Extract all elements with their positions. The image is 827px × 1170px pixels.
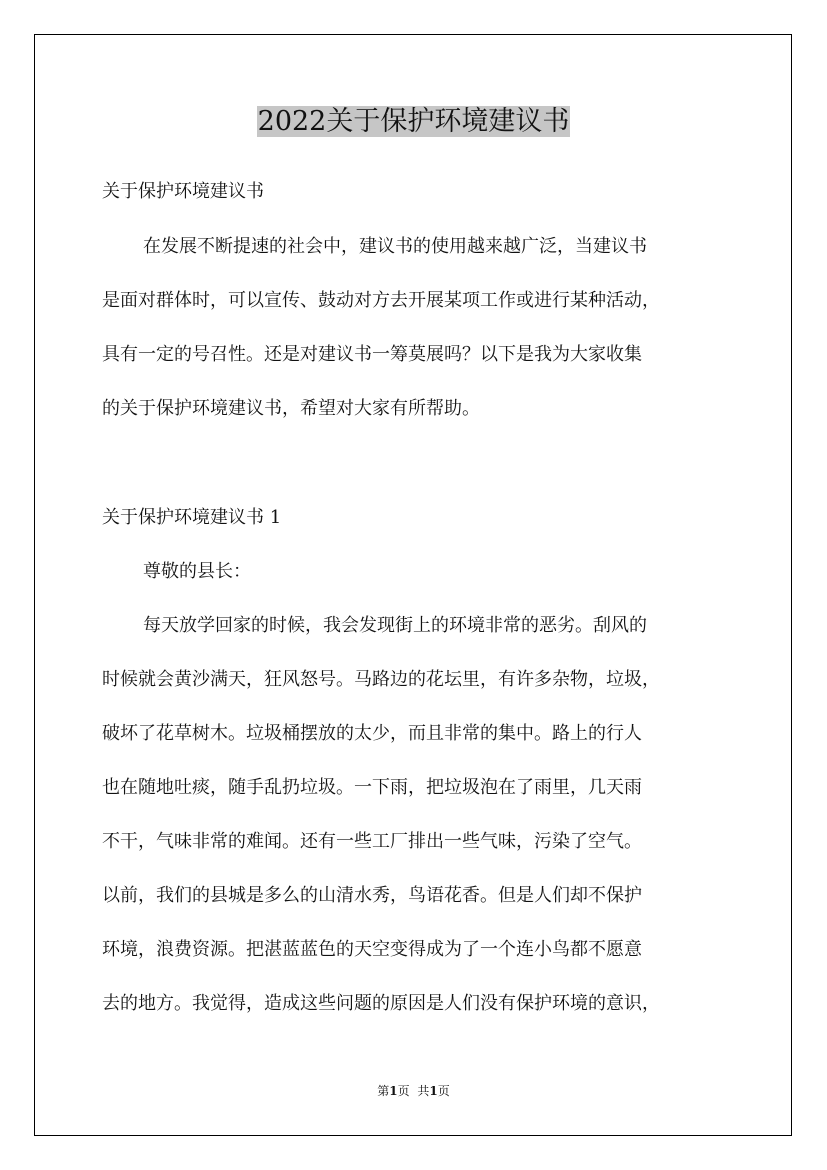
paragraph-line: 时候就会黄沙满天，狂风怒号。马路边的花坛里，有许多杂物，垃圾，	[102, 669, 660, 690]
paragraph-line: 是面对群体时，可以宣传、鼓动对方去开展某项工作或进行某种活动，	[102, 290, 660, 311]
document-title-text: 2022关于保护环境建议书	[257, 106, 570, 137]
footer-total-pages: 1	[429, 1084, 438, 1098]
paragraph-line: 在发展不断提速的社会中，建议书的使用越来越广泛，当建议书	[143, 236, 647, 257]
paragraph-line: 环境，浪费资源。把湛蓝蓝色的天空变得成为了一个连小鸟都不愿意	[102, 939, 642, 960]
paragraph-line: 每天放学回家的时候，我会发现街上的环境非常的恶劣。刮风的	[143, 615, 647, 636]
paragraph-line: 去的地方。我觉得，造成这些问题的原因是人们没有保护环境的意识，	[102, 993, 660, 1014]
footer-total-suffix: 页	[437, 1084, 450, 1098]
footer-page-prefix: 第	[377, 1084, 390, 1098]
paragraph-line: 不干，气味非常的难闻。还有一些工厂排出一些气味，污染了空气。	[102, 831, 642, 852]
paragraph-line: 破坏了花草树木。垃圾桶摆放的太少，而且非常的集中。路上的行人	[102, 723, 642, 744]
footer-page-number: 1	[389, 1084, 398, 1098]
page-footer	[0, 1082, 827, 1100]
paragraph-line: 的关于保护环境建议书，希望对大家有所帮助。	[102, 398, 480, 419]
document-title	[0, 100, 827, 144]
footer-total-prefix: 共	[417, 1084, 430, 1098]
paragraph-line: 以前，我们的县城是多么的山清水秀，鸟语花香。但是人们却不保护	[102, 885, 642, 906]
paragraph-line: 具有一定的号召性。还是对建议书一筹莫展吗？以下是我为大家收集	[102, 344, 642, 365]
salutation: 尊敬的县长：	[143, 561, 251, 582]
footer-page-suffix: 页	[397, 1084, 410, 1098]
section-heading: 关于保护环境建议书 1	[102, 507, 282, 528]
paragraph-line: 也在随地吐痰，随手乱扔垃圾。一下雨，把垃圾泡在了雨里，几天雨	[102, 777, 642, 798]
section-heading: 关于保护环境建议书	[102, 181, 264, 202]
